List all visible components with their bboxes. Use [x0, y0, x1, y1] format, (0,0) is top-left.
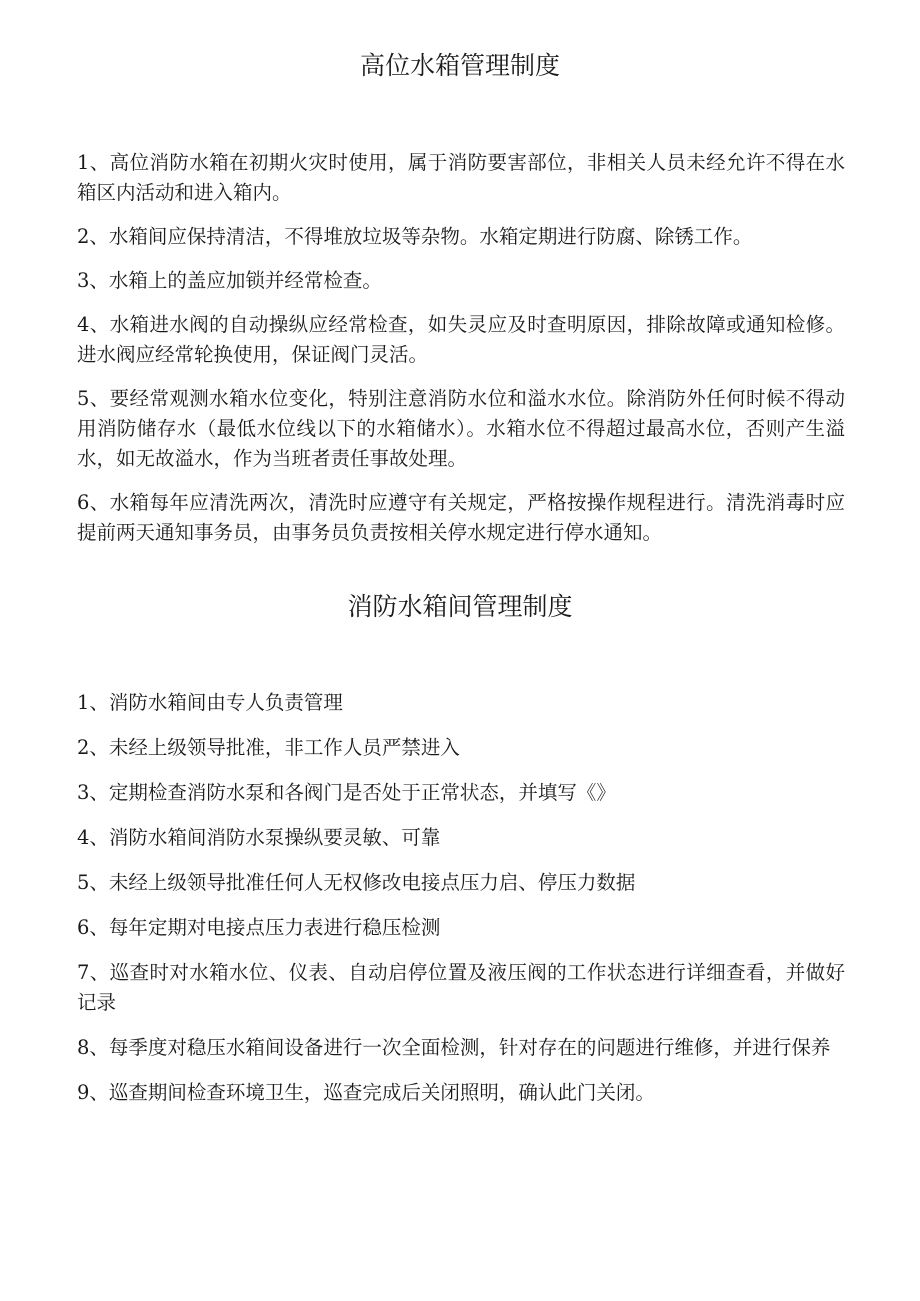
rule-item: 9、巡查期间检查环境卫生，巡查完成后关闭照明，确认此门关闭。	[77, 1081, 655, 1104]
section-title-high-water-tank: 高位水箱管理制度	[359, 51, 560, 80]
rule-item: 3、定期检查消防水泵和各阀门是否处于正常状态，并填写《》	[77, 781, 616, 804]
rule-item: 6、水箱每年应清洗两次，清洗时应遵守有关规定，严格按操作规程进行。清洗消毒时应提前两天通知事务员，由事务员负责按相关停水规定进行停水通知。	[77, 491, 845, 544]
rules-list-high-water-tank	[77, 148, 845, 562]
rule-item: 6、每年定期对电接点压力表进行稳压检测	[77, 916, 441, 939]
rules-list-fire-water-tank-room	[77, 688, 845, 1123]
rule-item: 4、水箱进水阀的自动操纵应经常检查，如失灵应及时查明原因，排除故障或通知检修。进水阀应经常轮换使用，保证阀门灵活。	[77, 313, 845, 366]
rule-item: 2、水箱间应保持清洁，不得堆放垃圾等杂物。水箱定期进行防腐、除锈工作。	[77, 225, 753, 248]
rule-item: 1、高位消防水箱在初期火灾时使用，属于消防要害部位，非相关人员未经允许不得在水箱区内活动和进入箱内。	[77, 151, 845, 204]
rule-item: 7、巡查时对水箱水位、仪表、自动启停位置及液压阀的工作状态进行详细查看，并做好记录	[77, 961, 845, 1014]
rule-item: 3、水箱上的盖应加锁并经常检查。	[77, 269, 382, 292]
rule-item: 1、消防水箱间由专人负责管理	[77, 691, 343, 714]
section-title-fire-water-tank-room: 消防水箱间管理制度	[347, 592, 573, 621]
rule-item: 5、未经上级领导批准任何人无权修改电接点压力启、停压力数据	[77, 871, 636, 894]
rule-item: 2、未经上级领导批准，非工作人员严禁进入	[77, 736, 460, 759]
rule-item: 8、每季度对稳压水箱间设备进行一次全面检测，针对存在的问题进行维修，并进行保养	[77, 1036, 831, 1059]
rule-item: 4、消防水箱间消防水泵操纵要灵敏、可靠	[77, 826, 441, 849]
rule-item: 5、要经常观测水箱水位变化，特别注意消防水位和溢水水位。除消防外任何时候不得动用消防储存水（最低水位线以下的水箱储水）。水箱水位不得超过最高水位，否则产生溢水，如无故溢水，作为当班者责任事故处理。	[77, 387, 845, 470]
